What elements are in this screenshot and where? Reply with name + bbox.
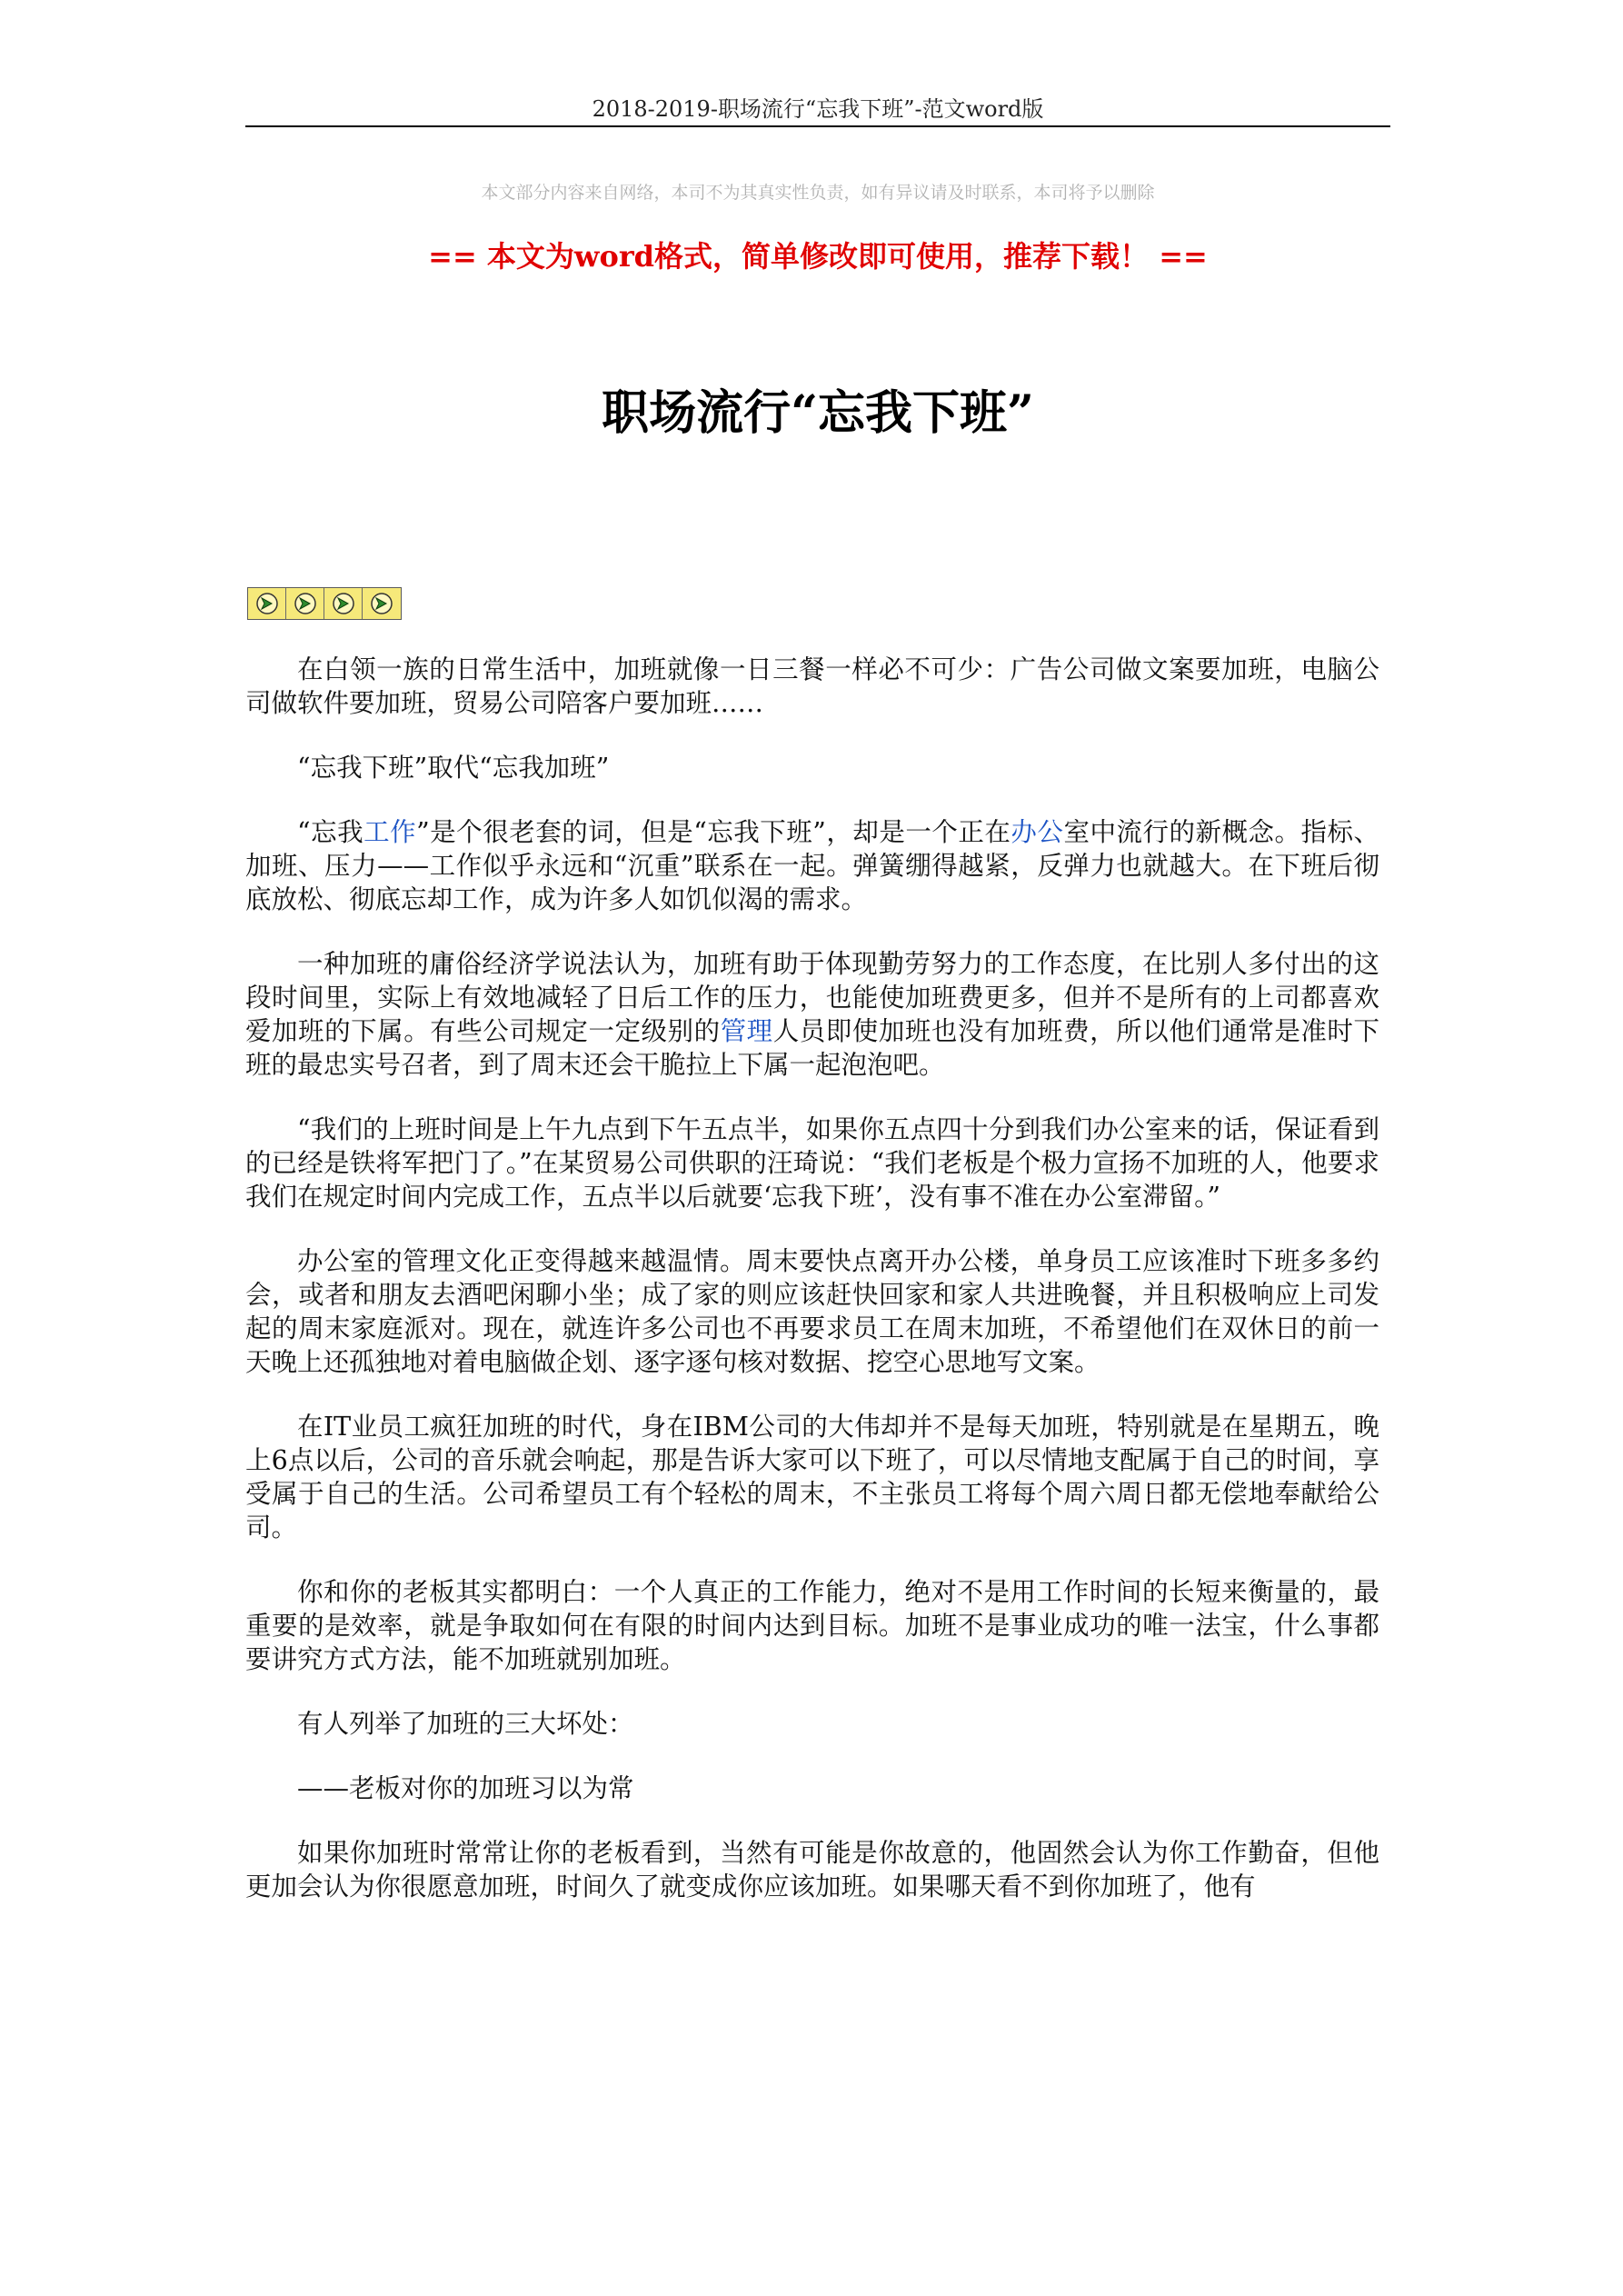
paragraph-text: 一种加班的庸俗经济学说法认为，加班有助于体现勤劳努力的工作态度，在比别人多付出的这段时间里，实际上有效地减轻了日后工作的压力，也能使加班费更多，但并不是所有的上司都喜欢爱加班的下属。有些公司规定一定级别的	[245, 949, 1379, 1046]
link-management[interactable]: 管理	[720, 1016, 773, 1046]
running-header: 2018-2019-职场流行“忘我下班”-范文word版	[592, 96, 1044, 122]
paragraph	[245, 947, 1379, 1082]
paragraph: 办公室的管理文化正变得越来越温情。周末要快点离开办公楼，单身员工应该准时下班多多约会，或者和朋友去酒吧闲聊小坐；成了家的则应该赶快回家和家人共进晚餐，并且积极响应上司发起的周末家庭派对。现在，就连许多公司也不再要求员工在周末加班，不希望他们在双休日的前一天晚上还孤独地对着电脑做企划、逐字逐句核对数据、挖空心思地写文案。	[245, 1246, 1379, 1377]
article-body	[245, 653, 1379, 1934]
header-rule	[245, 125, 1390, 127]
promo-banner: == 本文为word格式，简单修改即可使用，推荐下载！ ==	[428, 239, 1208, 274]
paragraph: 你和你的老板其实都明白：一个人真正的工作能力，绝对不是用工作时间的长短来衡量的，最重要的是效率，就是争取如何在有限的时间内达到目标。加班不是事业成功的唯一法宝，什么事都要讲究方式方法，能不加班就别加班。	[245, 1577, 1379, 1674]
link-office[interactable]: 办公	[1011, 817, 1064, 847]
paragraph: “我们的上班时间是上午九点到下午五点半，如果你五点四十分到我们办公室来的话，保证看到的已经是铁将军把门了。”在某贸易公司供职的汪琦说：“我们老板是个极力宣扬不加班的人，他要求我们在规定时间内完成工作，五点半以后就要‘忘我下班’，没有事不准在办公室滞留。”	[245, 1114, 1379, 1212]
green-arrow-tile-icon	[363, 588, 401, 619]
paragraph	[245, 815, 1379, 916]
paragraph-text: ”是个很老套的词，但是“忘我下班”，却是一个正在	[416, 817, 1011, 847]
paragraph: 在白领一族的日常生活中，加班就像一日三餐一样必不可少：广告公司做文案要加班，电脑公司做软件要加班，贸易公司陪客户要加班……	[245, 654, 1379, 718]
icon-strip	[247, 587, 402, 620]
page-title: 职场流行“忘我下班”	[602, 385, 1034, 441]
paragraph: 有人列举了加班的三大坏处：	[297, 1709, 634, 1739]
paragraph: 在IT业员工疯狂加班的时代，身在IBM公司的大伟却并不是每天加班，特别就是在星期五，晚上6点以后，公司的音乐就会响起，那是告诉大家可以下班了，可以尽情地支配属于自己的时间，享受属于自己的生活。公司希望员工有个轻松的周末，不主张员工将每个周六周日都无偿地奉献给公司。	[245, 1412, 1379, 1542]
green-arrow-tile-icon	[248, 588, 286, 619]
list-heading: ——老板对你的加班习以为常	[297, 1773, 634, 1803]
green-arrow-tile-icon	[324, 588, 363, 619]
paragraph-text: “忘我	[297, 817, 364, 847]
green-arrow-tile-icon	[286, 588, 324, 619]
paragraph-text: 人员即使加班也没有加班费，所以他们通常是准时下班的最忠实号召者，到了周末还会干脆拉上下属一起泡泡吧。	[245, 1016, 1379, 1080]
paragraph-text: 室中流行的新概念。指标、加班、压力——工作似乎永远和“沉重”联系在一起。弹簧绷得越紧，反弹力也就越大。在下班后彻底放松、彻底忘却工作，成为许多人如饥似渴的需求。	[245, 817, 1379, 914]
link-work[interactable]: 工作	[363, 817, 417, 847]
paragraph: 如果你加班时常常让你的老板看到，当然有可能是你故意的，他固然会认为你工作勤奋，但他更加会认为你很愿意加班，时间久了就变成你应该加班。如果哪天看不到你加班了，他有	[245, 1838, 1379, 1902]
section-subheading: “忘我下班”取代“忘我加班”	[297, 753, 610, 783]
disclaimer-notice: 本文部分内容来自网络，本司不为其真实性负责，如有异议请及时联系，本司将予以删除	[481, 183, 1155, 203]
